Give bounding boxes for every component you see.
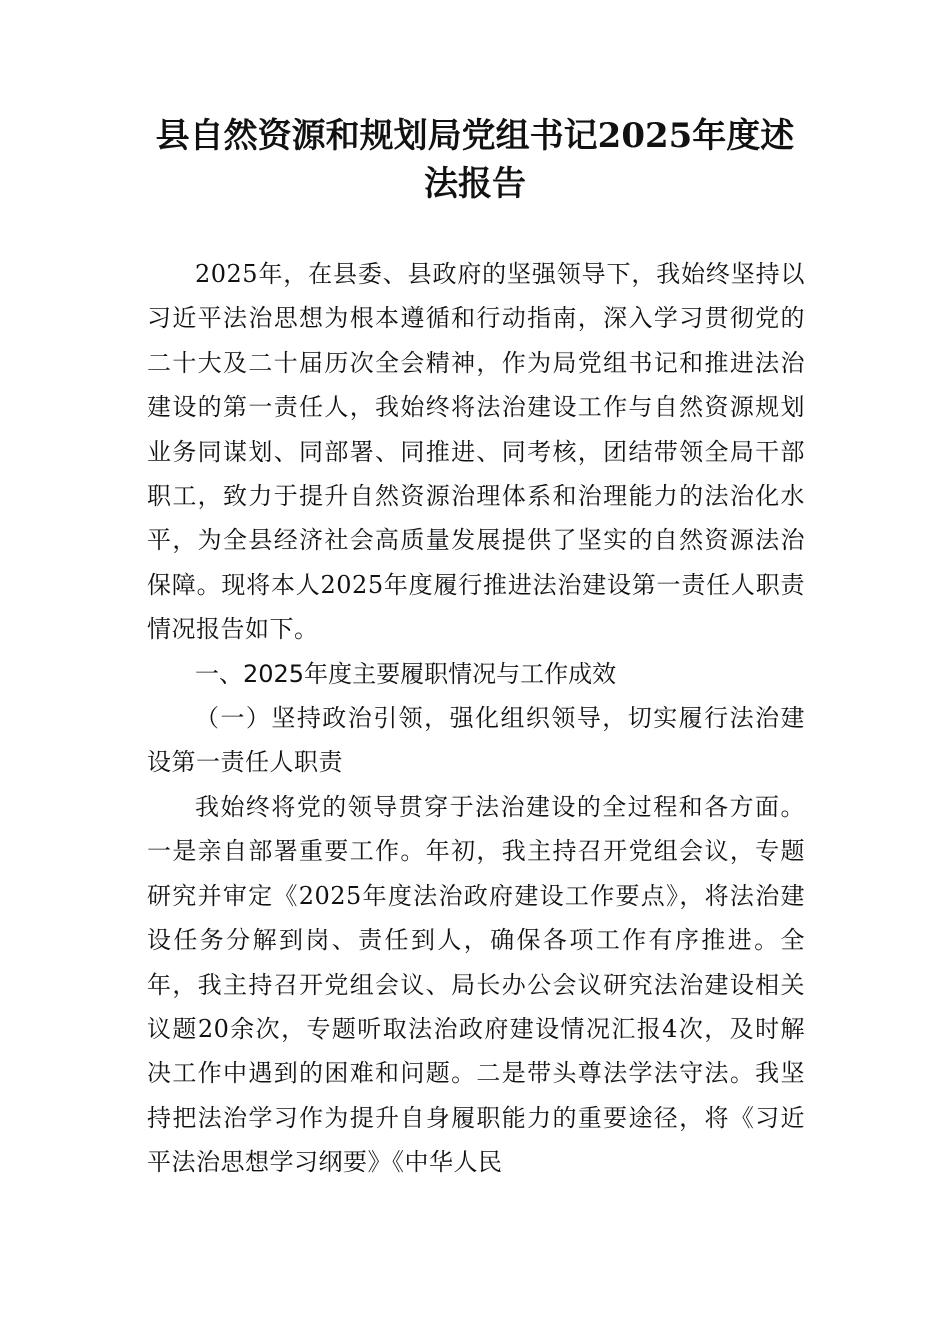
intro-paragraph: 2025年，在县委、县政府的坚强领导下，我始终坚持以习近平法治思想为根本遵循和行动指南，深入学习贯彻党的二十大及二十届历次全会精神，作为局党组书记和推进法治建设的第一责任人，我始终将法治建设工作与自然资源规划业务同谋划、同部署、同推进、同考核，团结带领全局干部职工，致力于提升自然资源治理体系和治理能力的法治化水平，为全县经济社会高质量发展提供了坚实的自然资源法治保障。现将本人2025年度履行推进法治建设第一责任人职责情况报告如下。 [147, 260, 805, 644]
subsection-heading-1: （一）坚持政治引领，强化组织领导，切实履行法治建设第一责任人职责 [147, 704, 805, 777]
section-heading-1: 一、2025年度主要履职情况与工作成效 [195, 659, 617, 688]
document-body [147, 252, 805, 1185]
document-title: 县自然资源和规划局党组书记2025年度述法报告 [155, 116, 795, 204]
subsection-1-paragraph: 我始终将党的领导贯穿于法治建设的全过程和各方面。一是亲自部署重要工作。年初，我主持召开党组会议，专题研究并审定《2025年度法治政府建设工作要点》，将法治建设任务分解到岗、责任到人，确保各项工作有序推进。全年，我主持召开党组会议、局长办公会议研究法治建设相关议题20余次，专题听取法治政府建设情况汇报4次，及时解决工作中遇到的困难和问题。二是带头尊法学法守法。我坚持把法治学习作为提升自身履职能力的重要途径，将《习近平法治思想学习纲要》《中华人民 [147, 792, 805, 1177]
